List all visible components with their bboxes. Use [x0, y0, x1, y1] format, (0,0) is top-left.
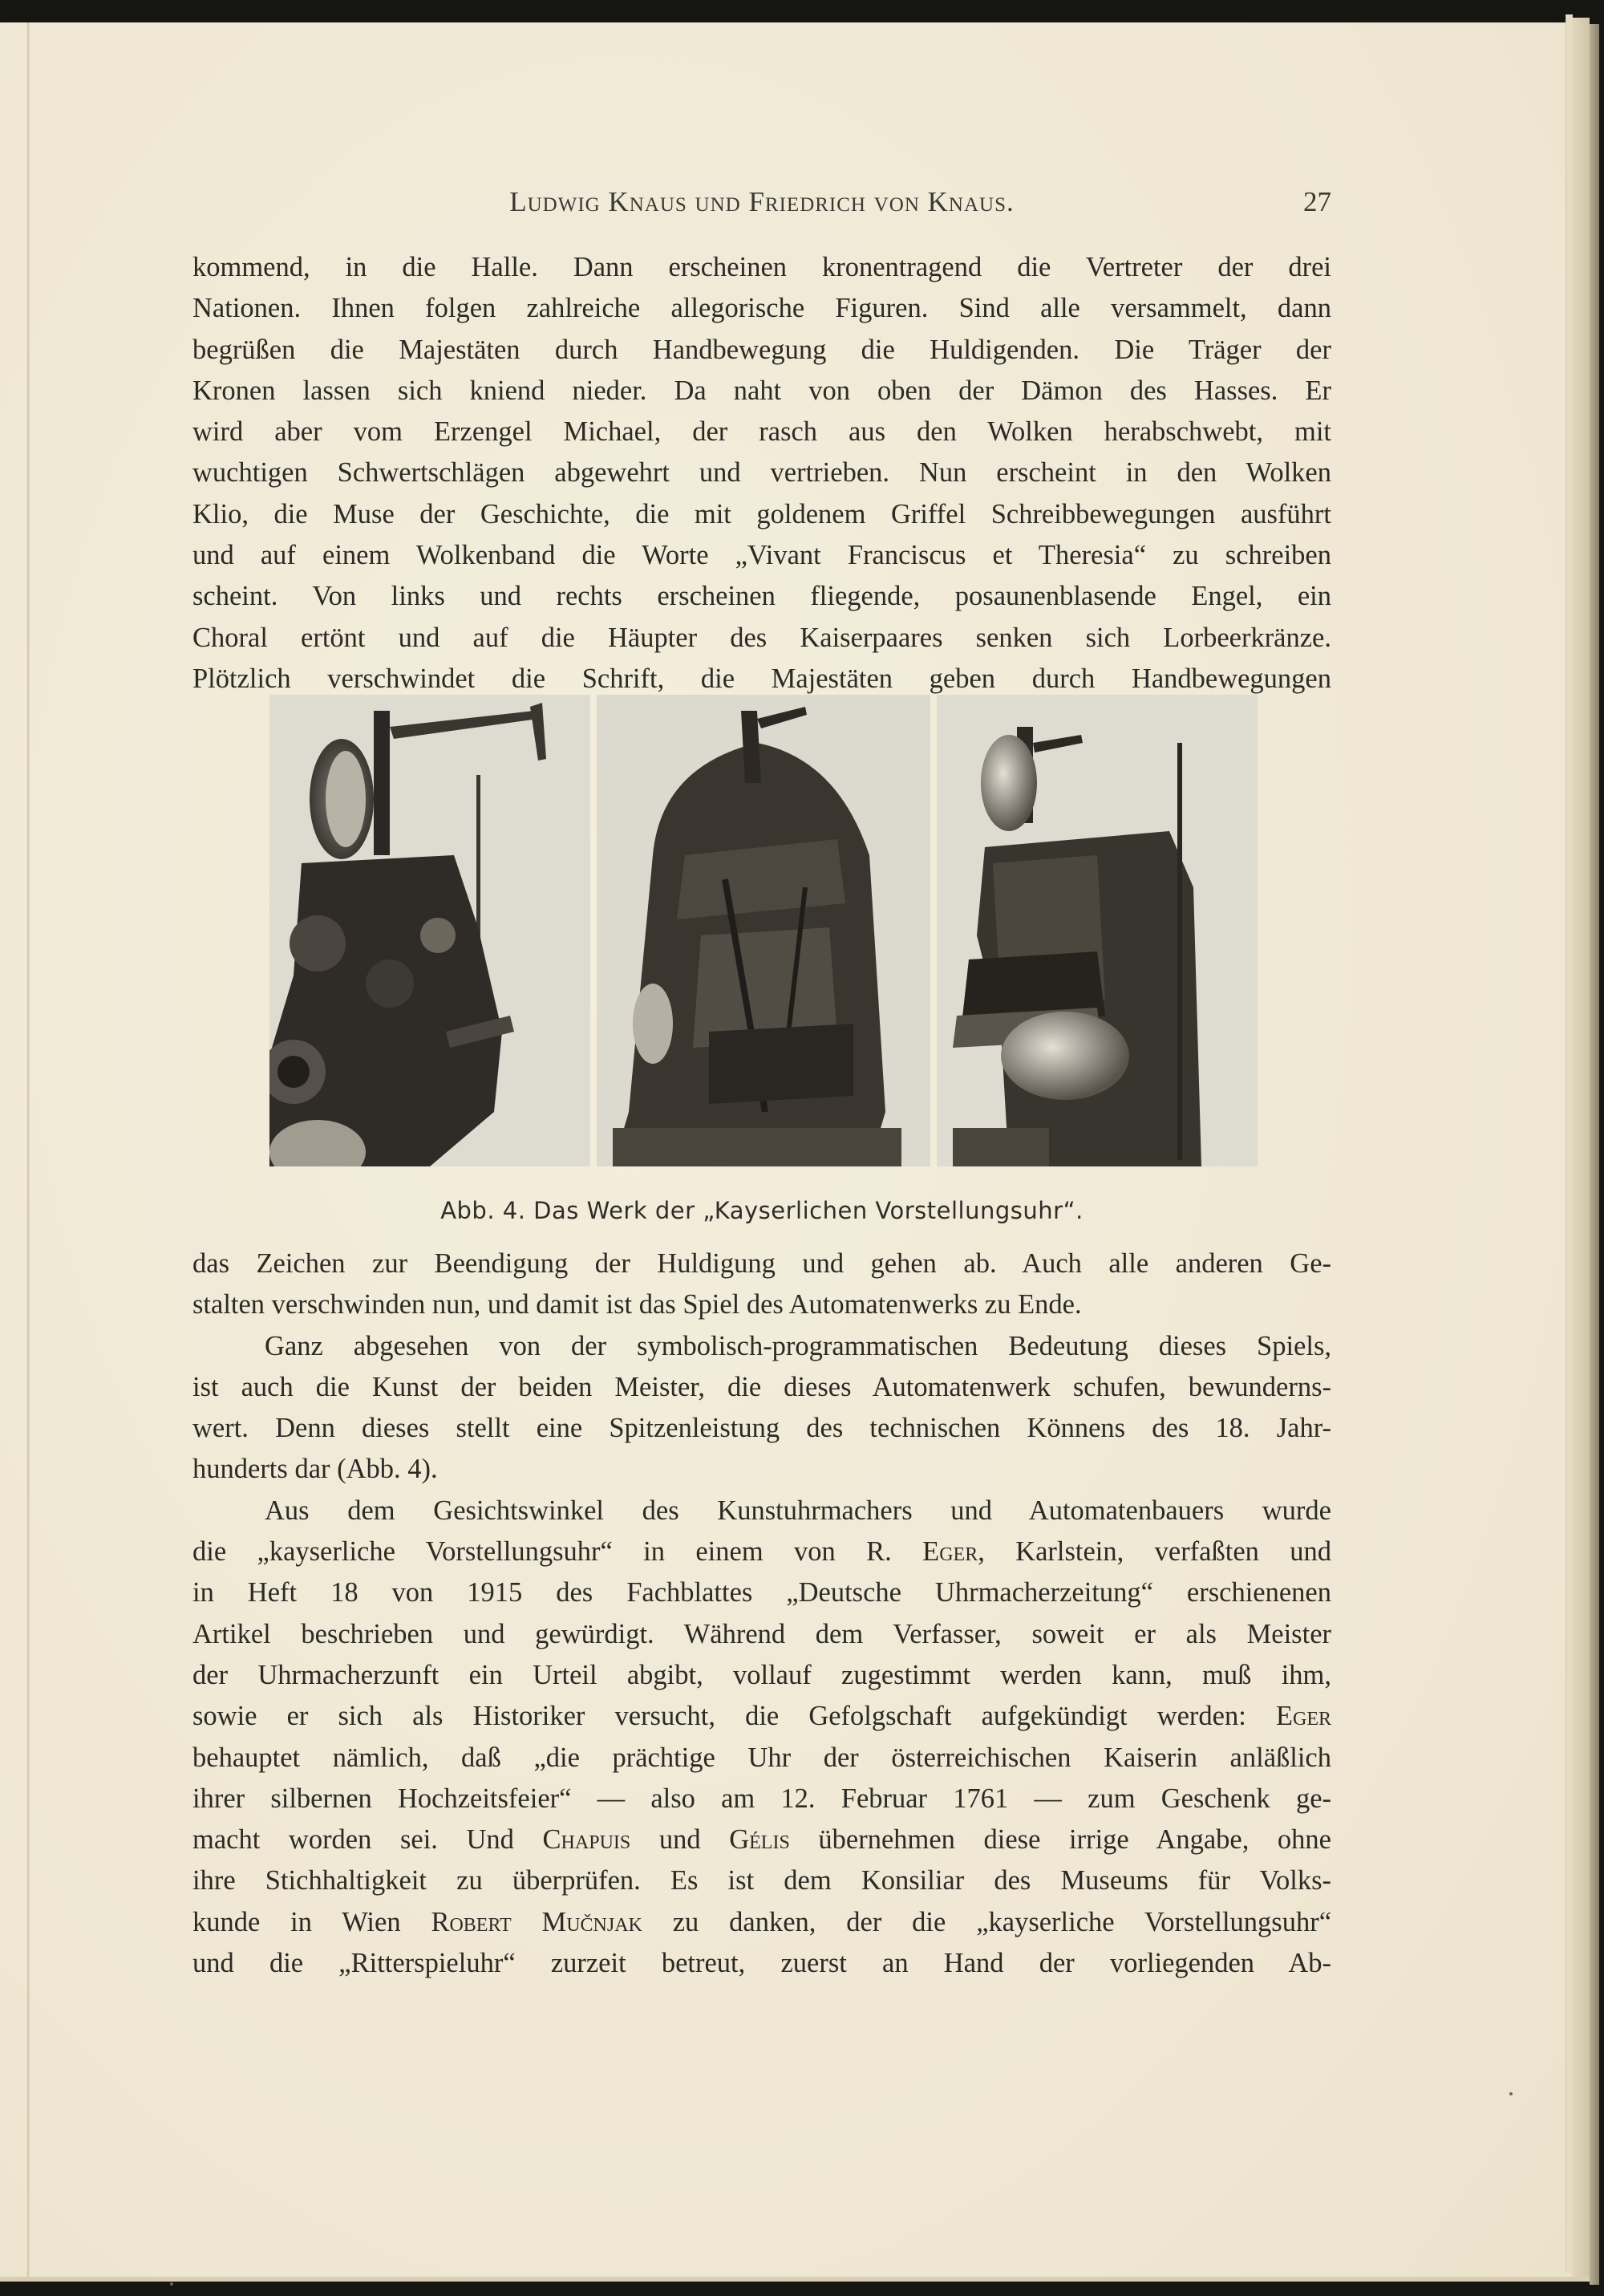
- text-line: Artikel beschrieben und gewürdigt. Während dem Verfasser, soweit er als Meister: [192, 1618, 1331, 1649]
- paragraph: [192, 247, 1331, 700]
- book-cover-edge: [1590, 24, 1599, 2285]
- text-line: und auf einem Wolkenband die Worte „Vivant Franciscus et Theresia“ zu schreiben: [192, 540, 1331, 571]
- paragraph: [192, 1326, 1331, 1491]
- figure-plate-front-view: [597, 695, 930, 1166]
- text-line: hunderts dar (Abb. 4).: [192, 1454, 438, 1485]
- body-text-top: [192, 247, 1331, 700]
- author-name: Eger: [1275, 1701, 1331, 1732]
- text-line: Choral ertönt und auf die Häupter des Kaiserpaares senken sich Lorbeerkränze.: [192, 622, 1331, 653]
- text-line: begrüßen die Majestäten durch Handbewegung die Huldigenden. Die Träger der: [192, 334, 1331, 365]
- paper-speck: [170, 2282, 173, 2286]
- text-line: wert. Denn dieses stellt eine Spitzenleistung des technischen Könnens des 18. Jahr-: [192, 1413, 1331, 1444]
- text-line: sowie er sich als Historiker versucht, die Gefolgschaft aufgekündigt werden: Eger: [192, 1701, 1331, 1732]
- clockwork-photo-1: [269, 695, 590, 1166]
- text-line: und die „Ritterspieluhr“ zurzeit betreut, zuerst an Hand der vorliegenden Ab-: [192, 1948, 1331, 1979]
- text-line: wuchtigen Schwertschlägen abgewehrt und vertrieben. Nun erscheint in den Wolken: [192, 457, 1331, 489]
- text-line: Plötzlich verschwindet die Schrift, die Majestäten geben durch Handbewegungen: [192, 663, 1331, 694]
- text-line: Kronen lassen sich kniend nieder. Da naht von oben der Dämon des Hasses. Er: [192, 375, 1331, 406]
- text-line: scheint. Von links und rechts erscheinen fliegende, posaunenblasende Engel, ein: [192, 581, 1331, 612]
- text-line: das Zeichen zur Beendigung der Huldigung und gehen ab. Auch alle anderen Ge-: [192, 1248, 1331, 1279]
- text-line: Ganz abgesehen von der symbolisch-programmatischen Bedeutung dieses Spiels,: [265, 1330, 1331, 1361]
- author-name: Eger: [922, 1536, 978, 1568]
- text-line: macht worden sei. Und Chapuis und Gélis übernehmen diese irrige Angabe, ohne: [192, 1824, 1331, 1856]
- figure-plate-side-view: [269, 695, 590, 1166]
- text-line: die „kayserliche Vorstellungsuhr“ in einem von R. Eger, Karlstein, verfaßten und: [192, 1536, 1331, 1568]
- running-head: [192, 186, 1331, 226]
- author-name: Robert Mučnjak: [431, 1906, 642, 1937]
- figure-abb-4: [269, 695, 1258, 1166]
- gutter-fold: [27, 22, 30, 2277]
- text-line: Nationen. Ihnen folgen zahlreiche allegorische Figuren. Sind alle versammelt, dann: [192, 293, 1331, 324]
- text-line: Aus dem Gesichtswinkel des Kunstuhrmachers und Automatenbauers wurde: [265, 1495, 1331, 1526]
- text-line: Klio, die Muse der Geschichte, die mit goldenem Griffel Schreibbewegungen ausführt: [192, 498, 1331, 529]
- text-line: der Uhrmacherzunft ein Urteil abgibt, vollauf zugestimmt werden kann, muß ihm,: [192, 1659, 1331, 1690]
- clockwork-photo-3: [937, 695, 1258, 1166]
- page-number: 27: [1303, 186, 1331, 217]
- author-name: Chapuis: [542, 1824, 631, 1856]
- clockwork-photo-2: [597, 695, 930, 1166]
- page-stack-edge: [1572, 18, 1590, 2280]
- text-line: behauptet nämlich, daß „die prächtige Uhr der österreichischen Kaiserin anläßlich: [192, 1742, 1331, 1773]
- text-line: ihre Stichhaltigkeit zu überprüfen. Es ist dem Konsiliar des Museums für Volks-: [192, 1865, 1331, 1896]
- figure-plate-cylinder-view: [937, 695, 1258, 1166]
- figure-caption: Abb. 4. Das Werk der „Kayserlichen Vorstellungsuhr“.: [440, 1197, 1084, 1224]
- text-line: wird aber vom Erzengel Michael, der rasch aus den Wolken herabschwebt, mit: [192, 416, 1331, 448]
- author-name: Gélis: [729, 1824, 790, 1856]
- text-line: ihrer silbernen Hochzeitsfeier“ — also am 12. Februar 1761 — zum Geschenk ge-: [192, 1783, 1331, 1814]
- text-line: kommend, in die Halle. Dann erscheinen kronentragend die Vertreter der drei: [192, 252, 1331, 282]
- paragraph: [192, 1491, 1331, 1985]
- text-line: in Heft 18 von 1915 des Fachblattes „Deutsche Uhrmacherzeitung“ erschienenen: [192, 1577, 1331, 1608]
- text-line: stalten verschwinden nun, und damit ist das Spiel des Automatenwerks zu Ende.: [192, 1289, 1082, 1320]
- body-text-bottom: [192, 1243, 1331, 1984]
- paragraph: [192, 1243, 1331, 1326]
- page-bottom-edge: [0, 2277, 1590, 2282]
- text-line: ist auch die Kunst der beiden Meister, die dieses Automatenwerk schufen, bewunderns-: [192, 1371, 1331, 1402]
- running-title: Ludwig Knaus und Friedrich von Knaus.: [509, 186, 1015, 217]
- text-line: kunde in Wien Robert Mučnjak zu danken, der die „kayserliche Vorstellungsuhr“: [192, 1906, 1331, 1937]
- paper-speck: [1509, 2092, 1513, 2095]
